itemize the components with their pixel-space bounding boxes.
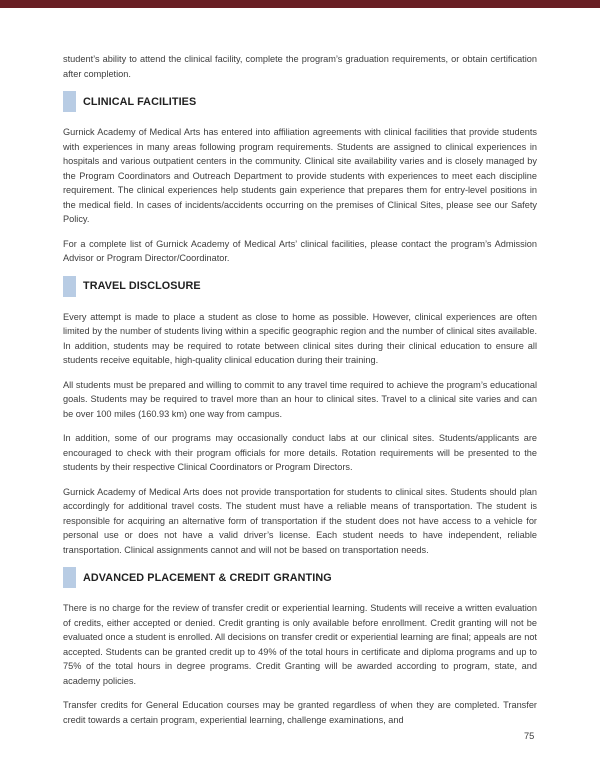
- section-heading-clinical-facilities: [63, 91, 537, 112]
- paragraph-travel-disclosure-4: Gurnick Academy of Medical Arts does not provide transportation for students to clinical sites. Students should plan accordingly for additional travel costs. The student must have a reliable means of transportation. The student is responsible for acquiring an alternative form of transportation if the student does not have access to a vehicle for personal use or does not have a valid driver’s license. Each student needs to have independent, reliable transportation. Clinical assignments cannot and will not be based on transportation needs.: [63, 486, 537, 555]
- page-content: [63, 8, 537, 737]
- section-heading-travel-disclosure: [63, 276, 537, 297]
- section-heading-text: CLINICAL FACILITIES: [83, 95, 197, 108]
- section-heading-text: ADVANCED PLACEMENT & CREDIT GRANTING: [83, 571, 332, 584]
- heading-accent-square-icon: [63, 567, 76, 588]
- paragraph-advanced-placement-1: There is no charge for the review of transfer credit or experiential learning. Students will receive a written evaluation of credits, either accepted or denied. Credit granting is only available before enrollment. Credit granting will not be evaluated once a student is enrolled. All decisions on transfer credit or experiential learning are final; appeals are not accepted. Students can be granted credit up to 49% of the total hours in certificate and diploma programs and up to 75% of the total hours in degree programs. Credit Granting will be awarded according to program, state, and academy policies.: [63, 603, 537, 686]
- paragraph-advanced-placement-2: Transfer credits for General Education courses may be granted regardless of when they are completed. Transfer credit towards a certain program, experiential learning, challenge examinations, and: [63, 700, 537, 725]
- paragraph-clinical-facilities-1: Gurnick Academy of Medical Arts has entered into affiliation agreements with clinical facilities that provide students with experiences in many areas following program requirements. Students are assigned to clinical experiences in hospitals and various outpatient centers in the community. Clinical site availability varies and is closely managed by the Program Coordinators and Outreach Department to provide students with experiences to meet each discipline requirement. The clinical experiences help students gain experience that prepares them for entry-level positions in the medical field. In cases of incidents/accidents occurring on the premises of Clinical Sites, please see our Safety Policy.: [63, 127, 537, 224]
- paragraph-travel-disclosure-2: All students must be prepared and willing to commit to any travel time required to achieve the program’s educational goals. Students may be required to travel more than an hour to clinical sites. Travel to a clinical site varies and can be over 100 miles (160.93 km) one way from campus.: [63, 379, 537, 419]
- section-heading-advanced-placement: [63, 567, 537, 588]
- heading-accent-square-icon: [63, 91, 76, 112]
- paragraph-travel-disclosure-1: Every attempt is made to place a student as close to home as possible. However, clinical experiences are often limited by the number of students living within a specific geographic region and the number of clinical sites available. In addition, students may be required to rotate between clinical sites during their clinical education to ensure all students receive equitable, high-quality clinical education during their training.: [63, 311, 537, 365]
- paragraph-clinical-facilities-2: For a complete list of Gurnick Academy of Medical Arts’ clinical facilities, please contact the program’s Admission Advisor or Program Director/Coordinator.: [63, 238, 537, 263]
- page-top-bar: [0, 0, 600, 8]
- paragraph-travel-disclosure-3: In addition, some of our programs may occasionally conduct labs at our clinical sites. Students/applicants are encouraged to check with their program officials for more details. Rotation requirements will be presented to the students by their respective Clinical Coordinators or Program Directors.: [63, 433, 537, 472]
- heading-accent-square-icon: [63, 276, 76, 297]
- section-heading-text: TRAVEL DISCLOSURE: [83, 280, 201, 292]
- intro-paragraph: student’s ability to attend the clinical facility, complete the program’s graduation requirements, or obtain certification after completion.: [63, 54, 537, 79]
- page-number: 75: [524, 731, 535, 741]
